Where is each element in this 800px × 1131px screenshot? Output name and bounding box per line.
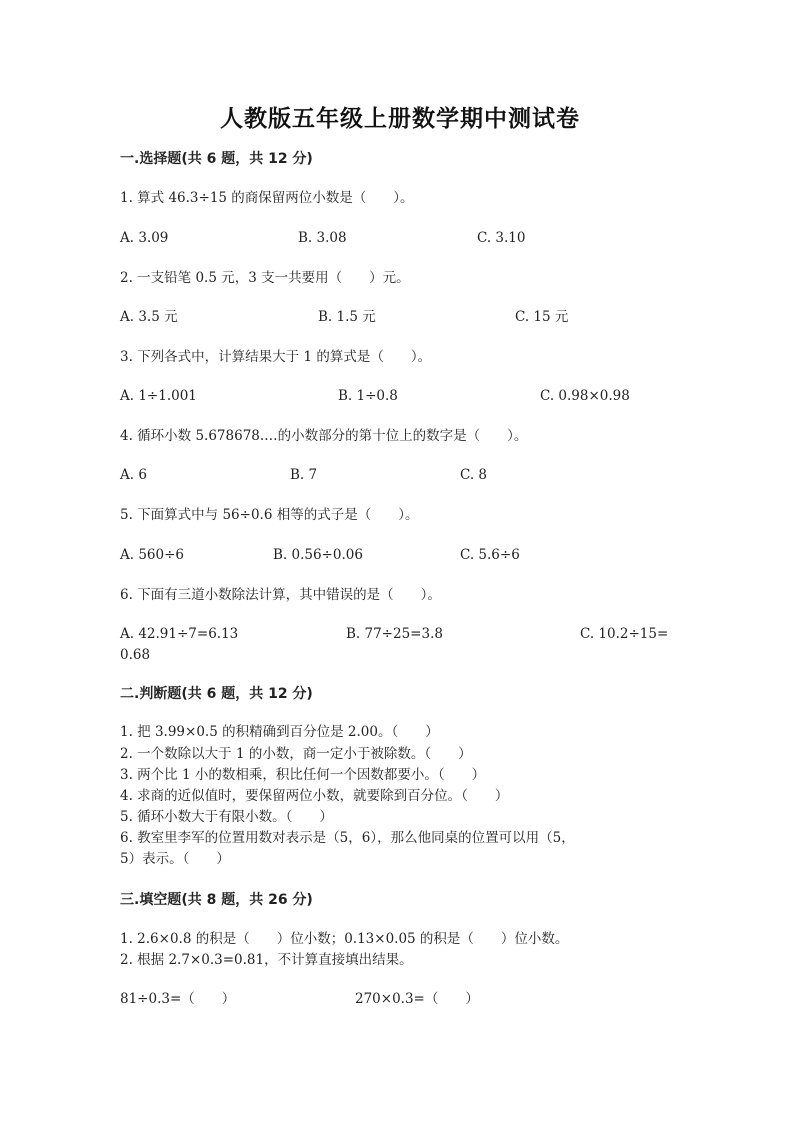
fill-item-2: 2. 根据 2.7×0.3=0.81，不计算直接填出结果。: [120, 952, 413, 968]
judgement-item-5: 5. 循环小数大于有限小数。（ ）: [120, 809, 333, 825]
q3-option-c: C. 0.98×0.98: [540, 388, 630, 404]
judgement-item-4: 4. 求商的近似值时，要保留两位小数，就要除到百分位。（ ）: [120, 788, 509, 804]
judgement-item-6-continued: 5）表示。（ ）: [120, 851, 230, 867]
q3-option-a: A. 1÷1.001: [120, 388, 197, 404]
q6-option-b: B. 77÷25=3.8: [346, 626, 443, 642]
fill-item-1: 1. 2.6×0.8 的积是（ ）位小数；0.13×0.05 的积是（ ）位小数。: [120, 931, 569, 947]
section-heading-judgement: 二.判断题(共 6 题，共 12 分): [120, 686, 313, 702]
question-3: 3. 下列各式中，计算结果大于 1 的算式是（ ）。: [120, 349, 432, 365]
section-heading-choice: 一.选择题(共 6 题，共 12 分): [120, 151, 313, 167]
q6-option-c-continued: 0.68: [120, 647, 151, 663]
q2-option-c: C. 15 元: [515, 309, 569, 325]
question-4: 4. 循环小数 5.678678.…的小数部分的第十位上的数字是（ ）。: [120, 428, 528, 444]
question-2: 2. 一支铅笔 0.5 元，3 支一共要用（ ）元。: [120, 270, 410, 286]
judgement-item-6: 6. 教室里李军的位置用数对表示是（5，6），那么他同桌的位置可以用（5，: [120, 830, 575, 846]
q1-option-b: B. 3.08: [298, 230, 347, 246]
q5-option-c: C. 5.6÷6: [460, 547, 520, 563]
q5-option-b: B. 0.56÷0.06: [273, 547, 363, 563]
q4-option-a: A. 6: [120, 467, 147, 483]
section-heading-fill: 三.填空题(共 8 题，共 26 分): [120, 892, 313, 908]
page-title: 人教版五年级上册数学期中测试卷: [220, 106, 580, 132]
q4-option-b: B. 7: [290, 467, 318, 483]
q3-option-b: B. 1÷0.8: [338, 388, 398, 404]
q6-option-a: A. 42.91÷7=6.13: [120, 626, 239, 642]
fill-blank-1: 81÷0.3=（ ）: [120, 991, 236, 1007]
question-6: 6. 下面有三道小数除法计算，其中错误的是（ ）。: [120, 587, 441, 603]
judgement-item-2: 2. 一个数除以大于 1 的小数，商一定小于被除数。（ ）: [120, 746, 472, 762]
q5-option-a: A. 560÷6: [120, 547, 184, 563]
q2-option-b: B. 1.5 元: [318, 309, 376, 325]
question-1: 1. 算式 46.3÷15 的商保留两位小数是（ ）。: [120, 190, 414, 206]
q6-option-c: C. 10.2÷15=: [580, 626, 669, 642]
judgement-item-3: 3. 两个比 1 小的数相乘，积比任何一个因数都要小。（ ）: [120, 767, 486, 783]
q1-option-c: C. 3.10: [477, 230, 526, 246]
question-5: 5. 下面算式中与 56÷0.6 相等的式子是（ ）。: [120, 507, 419, 523]
q4-option-c: C. 8: [460, 467, 488, 483]
fill-blank-2: 270×0.3=（ ）: [355, 991, 479, 1007]
judgement-item-1: 1. 把 3.99×0.5 的积精确到百分位是 2.00。（ ）: [120, 724, 439, 740]
q1-option-a: A. 3.09: [120, 230, 169, 246]
q2-option-a: A. 3.5 元: [120, 309, 178, 325]
